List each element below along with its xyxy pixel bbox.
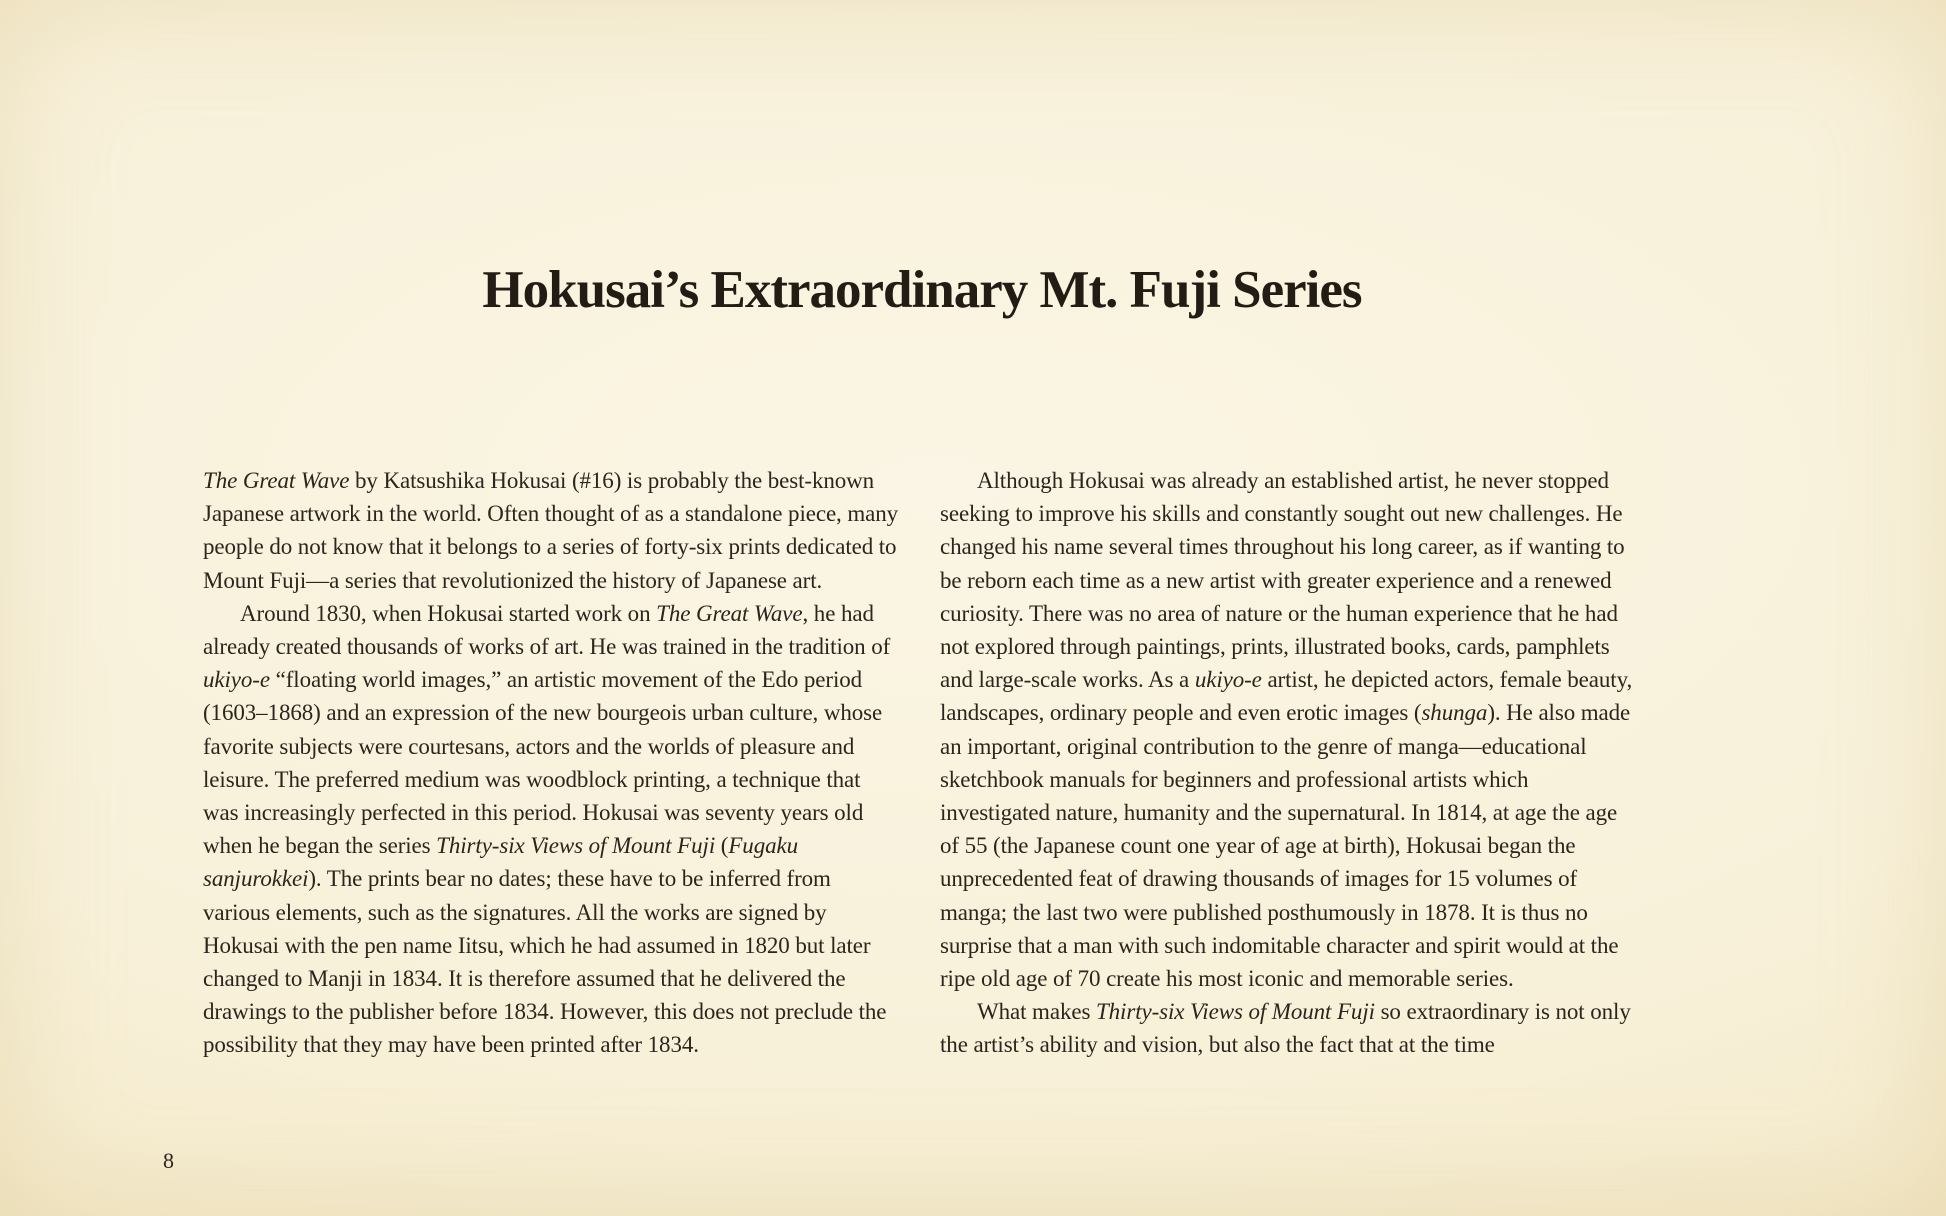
text-run: “floating world images,” an artistic movement of the Edo period (1603–1868) and an expression of the new bourgeois urban culture, whose favorite subjects were courtesans, actors and the worlds of pleasure and leisure. The preferred medium was woodblock printing, a technique that was increasingly perfected in this period. Hokusai was seventy years old when he began the series xyxy=(203,667,883,859)
text-run: Although Hokusai was already an established artist, he never stopped seeking to improve his skills and constantly sought out new challenges. He changed his name several times throughout his long career, as if wanting to be reborn each time as a new artist with greater experience and a renewed curiosity. There was no area of nature or the human experience that he had not explored through paintings, prints, illustrated books, cards, pamphlets and large-scale works. As a xyxy=(940,468,1625,693)
text-run: ). The prints bear no dates; these have to be inferred from various elements, such as the signatures. All the works are signed by Hokusai with the pen name Iitsu, which he had assumed in 1820 but later changed to Manji in 1834. It is therefore assumed that he delivered the drawings to the publisher before 1834. However, this does not preclude the possibility that they may have been printed after 1834. xyxy=(203,866,887,1058)
paragraph xyxy=(940,995,1638,1061)
text-run: artist, he depicted actors, female beauty, landscapes, ordinary people and even erotic images ( xyxy=(940,667,1633,726)
text-run: ). He also made an important, original contribution to the genre of manga—educational sketchbook manuals for beginners and professional artists which investigated nature, humanity and the supernatural. In 1814, at age the age of 55 (the Japanese count one year of age at birth), Hokusai began the unprecedented feat of drawing thousands of images for 15 volumes of manga; the last two were published posthumously in 1878. It is thus no surprise that a man with such indomitable character and spirit would at the ripe old age of 70 create his most iconic and memorable series. xyxy=(940,700,1631,992)
text-run: What makes xyxy=(977,999,1096,1025)
right-column xyxy=(940,464,1638,1062)
italic-text-run: ukiyo-e xyxy=(1194,667,1262,693)
page-title: Hokusai’s Extraordinary Mt. Fuji Series xyxy=(482,261,1362,319)
text-run: by Katsushika Hokusai (#16) is probably the best-known Japanese artwork in the world. Often thought of as a standalone piece, many people do not know that it belongs to a series of forty-six prints dedicated to Mount Fuji—a series that revolutionized the history of Japanese art. xyxy=(203,468,899,593)
paragraph xyxy=(203,597,901,1062)
text-columns xyxy=(203,464,1639,1062)
page-number: 8 xyxy=(163,1148,174,1173)
italic-text-run: ukiyo-e xyxy=(203,667,270,693)
italic-text-run: Thirty-six Views of Mount Fuji xyxy=(436,833,716,859)
paragraph xyxy=(940,464,1638,995)
italic-text-run: The Great Wave xyxy=(203,468,350,493)
italic-text-run: Thirty-six Views of Mount Fuji xyxy=(1095,999,1375,1025)
italic-text-run: The Great Wave xyxy=(656,600,803,626)
text-run: ( xyxy=(715,833,729,859)
italic-text-run: shunga xyxy=(1421,700,1488,726)
text-run: , he had already created thousands of works of art. He was trained in the tradition of xyxy=(203,600,891,660)
italic-text-run: Fugaku sanjurokkei xyxy=(203,833,799,892)
text-run: Around 1830, when Hokusai started work on xyxy=(240,600,657,626)
paragraph xyxy=(203,464,901,597)
left-column xyxy=(203,464,901,1062)
text-run: so extraordinary is not only the artist’s ability and vision, but also the fact that at the time xyxy=(940,999,1631,1058)
